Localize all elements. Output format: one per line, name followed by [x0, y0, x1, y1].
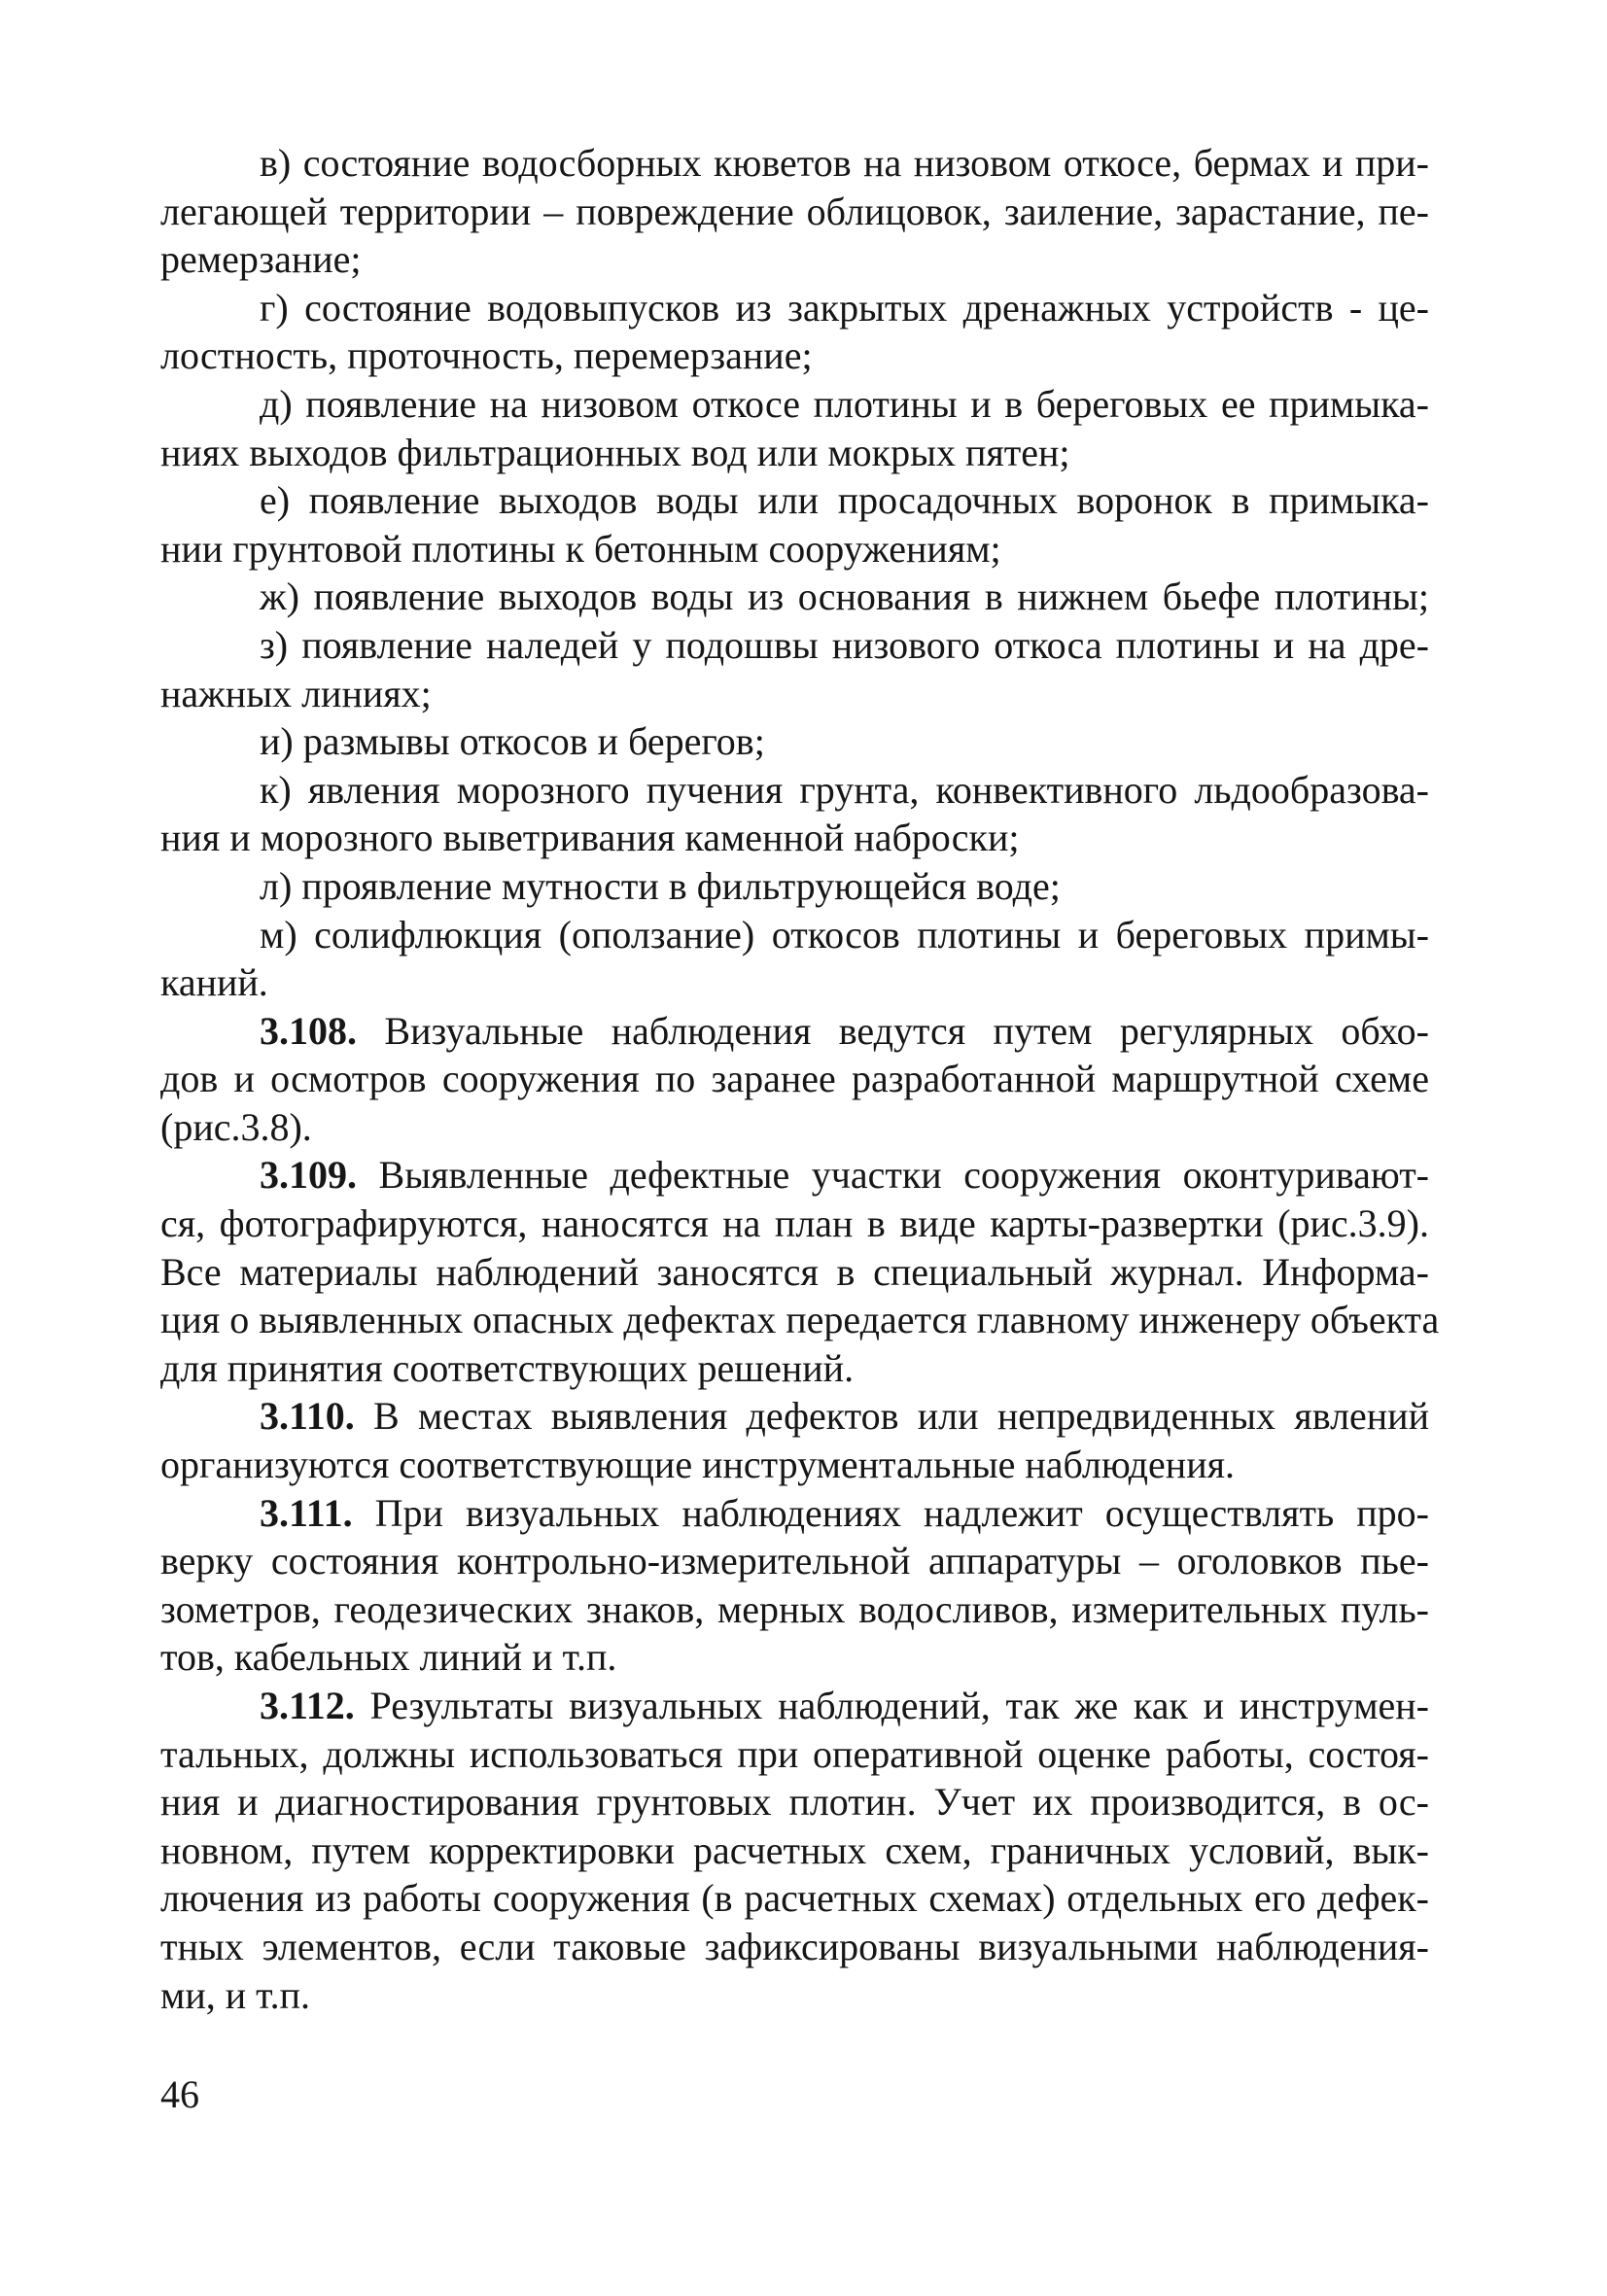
text-line: ния и морозного выветривания каменной наброски;: [160, 816, 1020, 860]
text-line: г) состояние водовыпусков из закрытых дренажных устройств - це-: [260, 285, 1429, 330]
text-line: Выявленные дефектные участки сооружения оконтуривают-: [357, 1153, 1429, 1198]
section-number: 3.111.: [260, 1490, 353, 1535]
text-line: Визуальные наблюдения ведутся путем регулярных обхо-: [357, 1008, 1429, 1053]
text-line: м) солифлюкция (оползание) откосов плотины и береговых примы-: [260, 912, 1429, 957]
text-line: для принятия соответствующих решений.: [160, 1345, 855, 1390]
text-line: л) проявление мутности в фильтрующейся воде;: [260, 863, 1061, 908]
text-line: ния и диагностирования грунтовых плотин. Учет их производится, в ос-: [160, 1780, 1429, 1825]
text-line: легающей территории – повреждение облицовок, заиление, зарастание, пе-: [160, 189, 1429, 233]
text-line: (рис.3.8).: [160, 1104, 312, 1149]
text-line: верку состояния контрольно-измерительной аппаратуры – оголовков пье-: [160, 1539, 1429, 1583]
text-line: ж) появление выходов воды из основания в нижнем бьефе плотины;: [260, 574, 1429, 619]
text-line: в) состояние водосборных кюветов на низовом откосе, бермах и при-: [260, 141, 1429, 185]
text-line: дов и осмотров сооружения по заранее разработанной маршрутной схеме: [160, 1057, 1429, 1101]
text-line: тальных, должны использоваться при оперативной оценке работы, состоя-: [160, 1731, 1429, 1776]
page-number: 46: [160, 2072, 199, 2116]
section-number: 3.109.: [260, 1153, 357, 1198]
text-line: з) появление наледей у подошвы низового откоса плотины и на дре-: [260, 622, 1429, 667]
body-text: [160, 139, 1440, 2019]
section-number: 3.108.: [260, 1008, 357, 1053]
text-line: Все материалы наблюдений заносятся в специальный журнал. Информа-: [160, 1249, 1429, 1294]
text-line: ремерзание;: [160, 237, 362, 282]
text-line: каний.: [160, 960, 268, 1005]
text-line: ция о выявленных опасных дефектах передается главному инженеру объекта: [160, 1298, 1440, 1342]
text-line: ниях выходов фильтрационных вод или мокрых пятен;: [160, 430, 1070, 474]
text-line: и) размывы откосов и берегов;: [260, 719, 765, 764]
paragraph-3-109-first-line: [160, 1151, 1429, 1200]
text-line: В местах выявления дефектов или непредвиденных явлений: [354, 1394, 1429, 1439]
paragraph-3-110-first-line: [160, 1392, 1429, 1441]
text-line: новном, путем корректировки расчетных схем, граничных условий, вык-: [160, 1827, 1429, 1872]
section-number: 3.110.: [260, 1394, 355, 1439]
text-line: При визуальных наблюдениях надлежит осуществлять про-: [352, 1490, 1429, 1535]
paragraph-3-112-first-line: [160, 1682, 1429, 1730]
text-line: тных элементов, если таковые зафиксированы визуальными наблюдения-: [160, 1924, 1429, 1968]
text-line: организуются соответствующие инструментальные наблюдения.: [160, 1443, 1235, 1487]
paragraph-3-108-first-line: [160, 1007, 1429, 1056]
text-line: ми, и т.п.: [160, 1972, 311, 2017]
text-line: зометров, геодезических знаков, мерных водосливов, измерительных пуль-: [160, 1586, 1429, 1631]
text-line: е) появление выходов воды или просадочных воронок в примыка-: [260, 478, 1429, 523]
text-line: лючения из работы сооружения (в расчетных схемах) отдельных его дефек-: [160, 1876, 1429, 1921]
text-line: нажных линиях;: [160, 671, 432, 715]
text-line: к) явления морозного пучения грунта, конвективного льдообразова-: [260, 767, 1429, 812]
text-line: лостность, проточность, перемерзание;: [160, 333, 813, 378]
text-line: Результаты визуальных наблюдений, так же как и инструмен-: [354, 1684, 1429, 1727]
text-line: нии грунтовой плотины к бетонным сооружениям;: [160, 526, 1001, 571]
paragraph-3-111-first-line: [160, 1489, 1429, 1538]
text-line: д) появление на низовом откосе плотины и в береговых ее примыка-: [260, 381, 1429, 426]
section-number: 3.112.: [260, 1684, 355, 1727]
text-line: ся, фотографируются, наносятся на план в виде карты-развертки (рис.3.9).: [160, 1201, 1429, 1246]
text-line: тов, кабельных линий и т.п.: [160, 1635, 617, 1680]
